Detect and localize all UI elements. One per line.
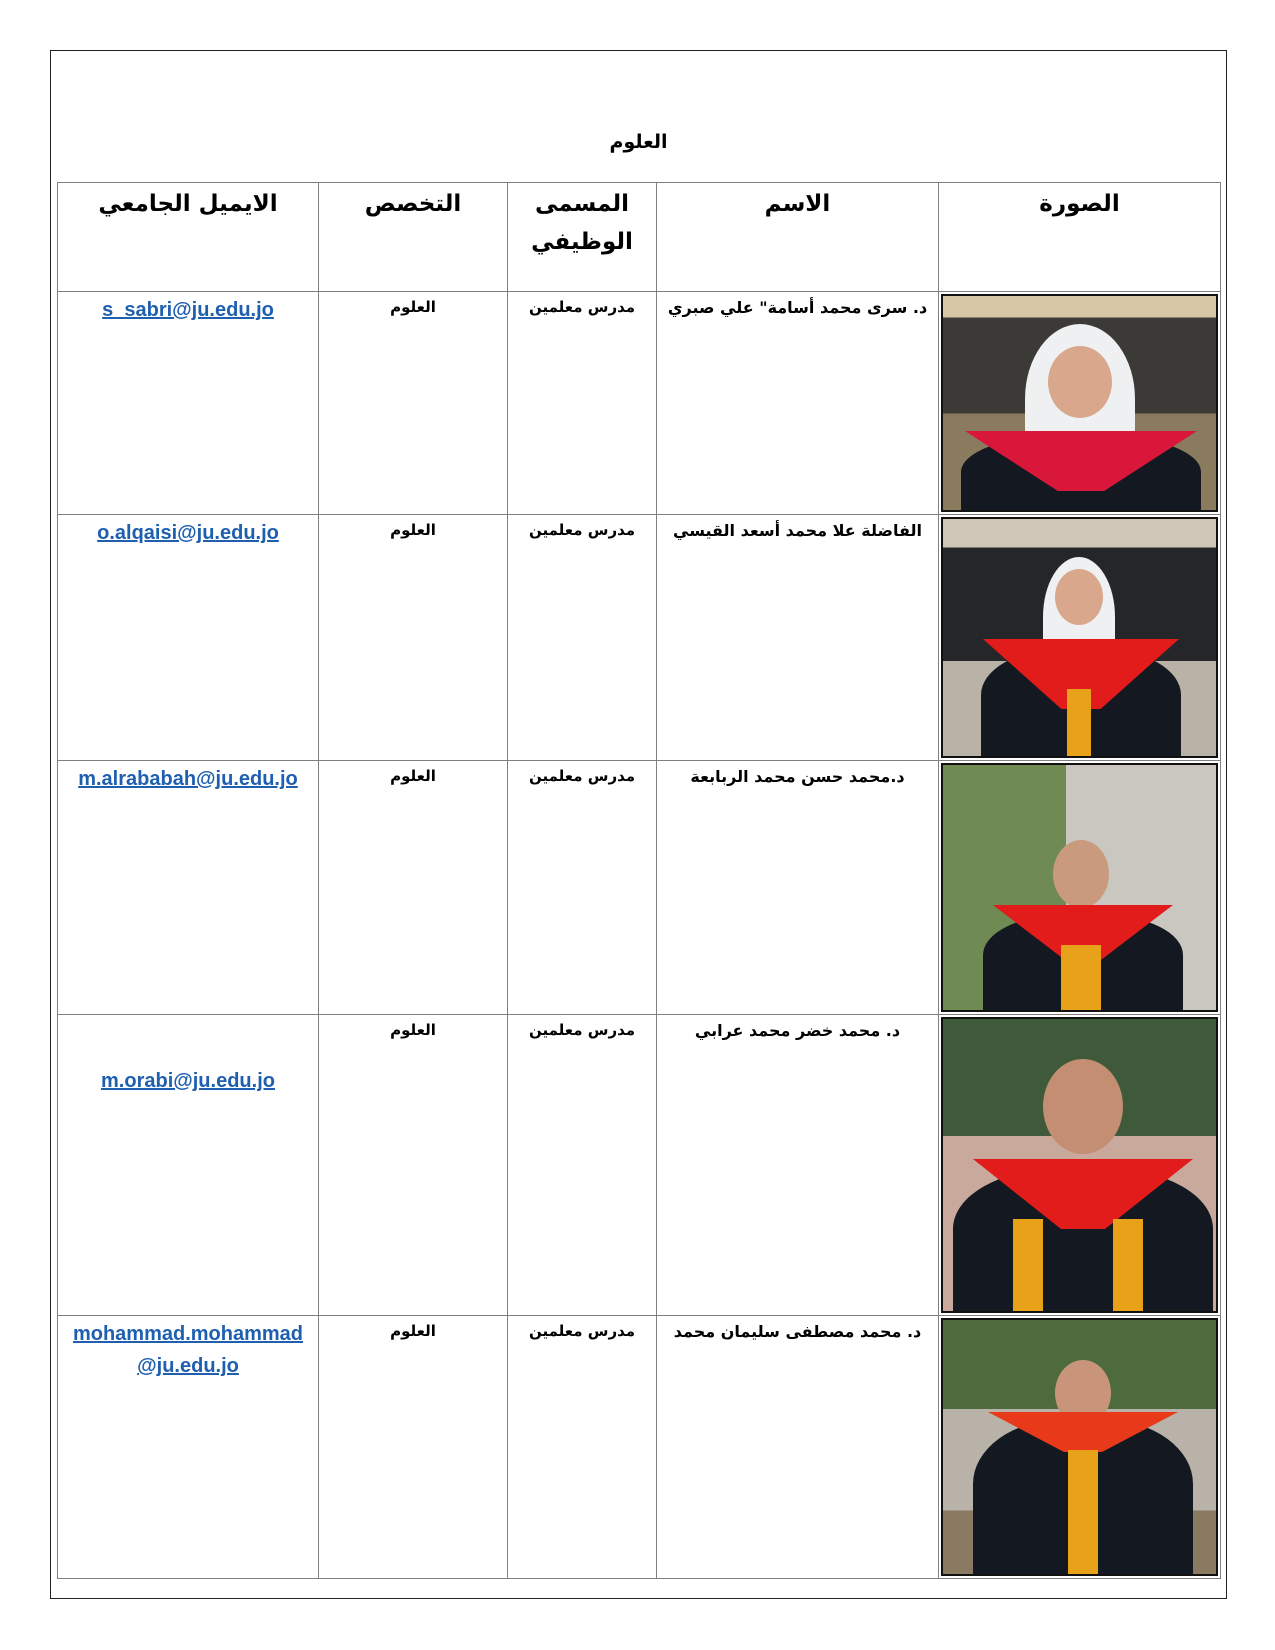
staff-photo [941, 1017, 1218, 1313]
job-title: مدرس معلمين [508, 515, 657, 761]
header-job-title: المسمى الوظيفي [508, 183, 657, 292]
document-title: العلوم [609, 131, 668, 153]
header-photo: الصورة [939, 183, 1221, 292]
email-link-line1[interactable]: mohammad.mohammad [72, 1323, 304, 1345]
photo-cell [939, 515, 1221, 761]
staff-name: د.محمد حسن محمد الربابعة [657, 761, 939, 1015]
staff-photo [941, 763, 1218, 1012]
page-frame [50, 50, 1227, 1599]
staff-photo [941, 1318, 1218, 1576]
specialization: العلوم [319, 761, 508, 1015]
email-link[interactable]: m.alrababah@ju.edu.jo [78, 768, 298, 790]
job-title: مدرس معلمين [508, 292, 657, 515]
job-title: مدرس معلمين [508, 1015, 657, 1316]
staff-photo [941, 294, 1218, 512]
table-row [58, 515, 1221, 761]
email-link[interactable]: m.orabi@ju.edu.jo [101, 1070, 275, 1092]
table-row [58, 1316, 1221, 1579]
staff-name: د. محمد خضر محمد عرابي [657, 1015, 939, 1316]
table-row [58, 761, 1221, 1015]
email-link[interactable]: o.alqaisi@ju.edu.jo [97, 522, 279, 544]
staff-name: د. سرى محمد أسامة" علي صبري [657, 292, 939, 515]
email-link[interactable]: s_sabri@ju.edu.jo [102, 299, 274, 321]
email-cell [58, 515, 319, 761]
email-cell [58, 761, 319, 1015]
email-cell [58, 292, 319, 515]
photo-cell [939, 1015, 1221, 1316]
photo-cell [939, 292, 1221, 515]
specialization: العلوم [319, 292, 508, 515]
photo-cell [939, 1316, 1221, 1579]
table-row [58, 1015, 1221, 1316]
email-link-line2[interactable]: @ju.edu.jo [137, 1355, 239, 1377]
header-name: الاسم [657, 183, 939, 292]
specialization: العلوم [319, 1015, 508, 1316]
email-cell [58, 1316, 319, 1579]
job-title: مدرس معلمين [508, 1316, 657, 1579]
header-email: الايميل الجامعي [58, 183, 319, 292]
header-specialization: التخصص [319, 183, 508, 292]
specialization: العلوم [319, 515, 508, 761]
table-header-row [58, 183, 1221, 292]
staff-name: الفاضلة علا محمد أسعد القيسي [657, 515, 939, 761]
staff-name: د. محمد مصطفى سليمان محمد [657, 1316, 939, 1579]
photo-cell [939, 761, 1221, 1015]
staff-photo [941, 517, 1218, 758]
job-title: مدرس معلمين [508, 761, 657, 1015]
email-cell [58, 1015, 319, 1316]
specialization: العلوم [319, 1316, 508, 1579]
staff-table [57, 182, 1221, 1579]
table-row [58, 292, 1221, 515]
